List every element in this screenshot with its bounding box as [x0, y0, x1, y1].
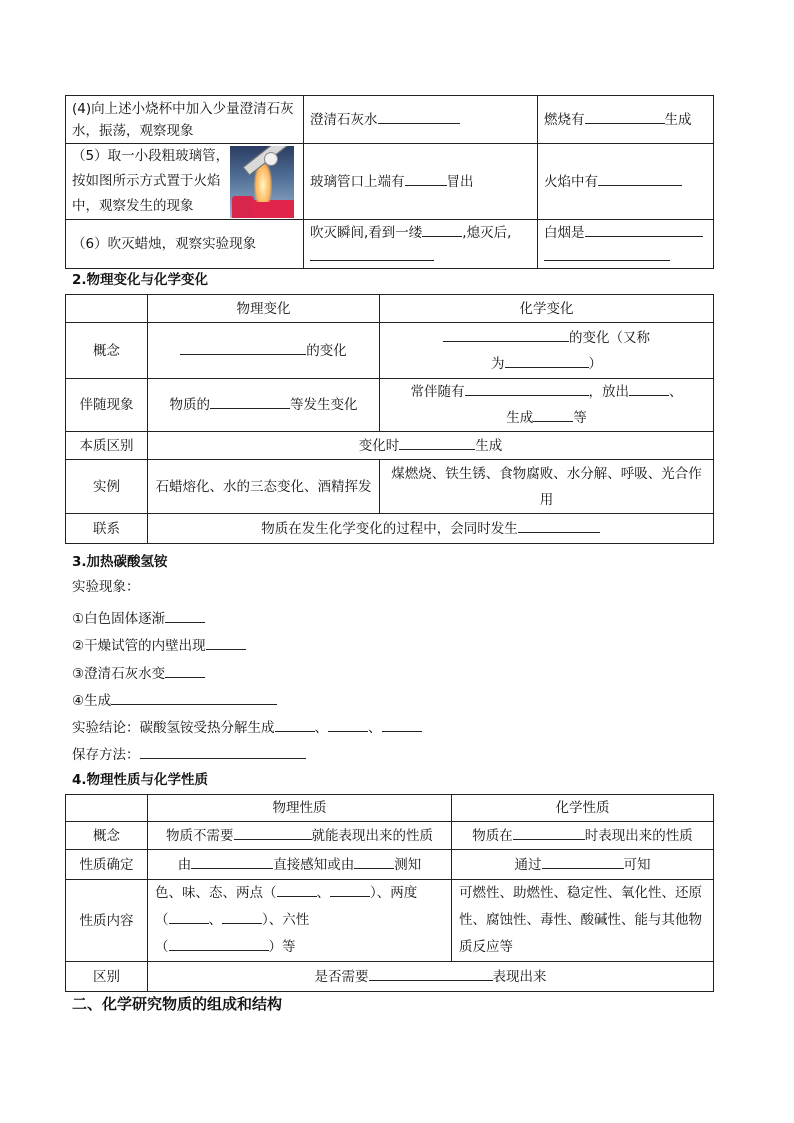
heading-two: 二、化学研究物质的组成和结构 — [72, 995, 283, 1013]
concept-chemical: 的变化（又称 为 ） — [380, 323, 714, 379]
observation-1: ①白色固体逐渐 — [72, 606, 205, 628]
concept-physical: 的变化 — [148, 323, 380, 379]
section-title-2: 2.物理变化与化学变化 — [72, 272, 209, 288]
exp-result-4: 澄清石灰水 — [304, 96, 538, 144]
concept-chemical-property: 物质在 时表现出来的性质 — [452, 822, 714, 850]
row-label-example: 实例 — [66, 460, 148, 514]
essence-difference: 变化时 生成 — [148, 432, 714, 460]
example-chemical: 煤燃烧、铁生锈、食物腐败、水分解、呼吸、光合作用 — [380, 460, 714, 514]
determination-physical: 由 直接感知或由 测知 — [148, 850, 452, 880]
content-chemical: 可燃性、助燃性、稳定性、氧化性、还原性、腐蚀性、毒性、酸碱性、能与其他物质反应等 — [452, 880, 714, 962]
observation-2: ②干燥试管的内壁出现 — [72, 633, 246, 655]
header-physical-property: 物理性质 — [148, 795, 452, 822]
header-physical-change: 物理变化 — [148, 295, 380, 323]
difference-text: 是否需要 表现出来 — [148, 962, 714, 992]
candle-glass-tube-image — [230, 146, 294, 218]
experiment-table — [65, 95, 714, 269]
observation-label: 实验现象： — [72, 579, 140, 595]
storage-method: 保存方法： — [72, 742, 306, 764]
concept-physical-property: 物质不需要 就能表现出来的性质 — [148, 822, 452, 850]
change-table — [65, 294, 714, 544]
phenomenon-chemical: 常伴随有 ，放出 、 生成 等 — [380, 379, 714, 432]
exp-result-6: 吹灭瞬间,看到一缕 ,熄灭后, — [304, 220, 538, 269]
observation-3: ③澄清石灰水变 — [72, 661, 205, 683]
row-label-difference: 区别 — [66, 962, 148, 992]
link-text: 物质在发生化学变化的过程中，会同时发生 — [148, 514, 714, 544]
exp-result-6b: 白烟是 — [538, 220, 714, 269]
section-title-4: 4.物理性质与化学性质 — [72, 772, 209, 788]
row-label-phenomenon: 伴随现象 — [66, 379, 148, 432]
exp-result-4b: 燃烧有 生成 — [538, 96, 714, 144]
determination-chemical: 通过 可知 — [452, 850, 714, 880]
content-physical: 色、味、态、两点（ 、 ）、两度 （ 、 ）、六性 （ ）等 — [148, 880, 452, 962]
conclusion: 实验结论：碳酸氢铵受热分解生成 、 、 — [72, 715, 422, 737]
row-label-link: 联系 — [66, 514, 148, 544]
property-table — [65, 794, 714, 992]
section-title-3: 3.加热碳酸氢铵 — [72, 554, 168, 570]
exp-step-5: （5）取一小段粗玻璃管，按如图所示方式置于火焰中，观察发生的现象 — [66, 144, 304, 220]
exp-result-5b: 火焰中有 — [538, 144, 714, 220]
header-chemical-change: 化学变化 — [380, 295, 714, 323]
exp-step-4: (4)向上述小烧杯中加入少量澄清石灰水，振荡，观察现象 — [66, 96, 304, 144]
row-label-content: 性质内容 — [66, 880, 148, 962]
exp-result-5: 玻璃管口上端有 冒出 — [304, 144, 538, 220]
row-label-concept: 概念 — [66, 822, 148, 850]
row-label-essence: 本质区别 — [66, 432, 148, 460]
observation-4: ④生成 — [72, 688, 277, 710]
exp-step-6: （6）吹灭蜡烛，观察实验现象 — [66, 220, 304, 269]
row-label-determination: 性质确定 — [66, 850, 148, 880]
phenomenon-physical: 物质的 等发生变化 — [148, 379, 380, 432]
row-label-concept: 概念 — [66, 323, 148, 379]
example-physical: 石蜡熔化、水的三态变化、酒精挥发 — [148, 460, 380, 514]
header-chemical-property: 化学性质 — [452, 795, 714, 822]
